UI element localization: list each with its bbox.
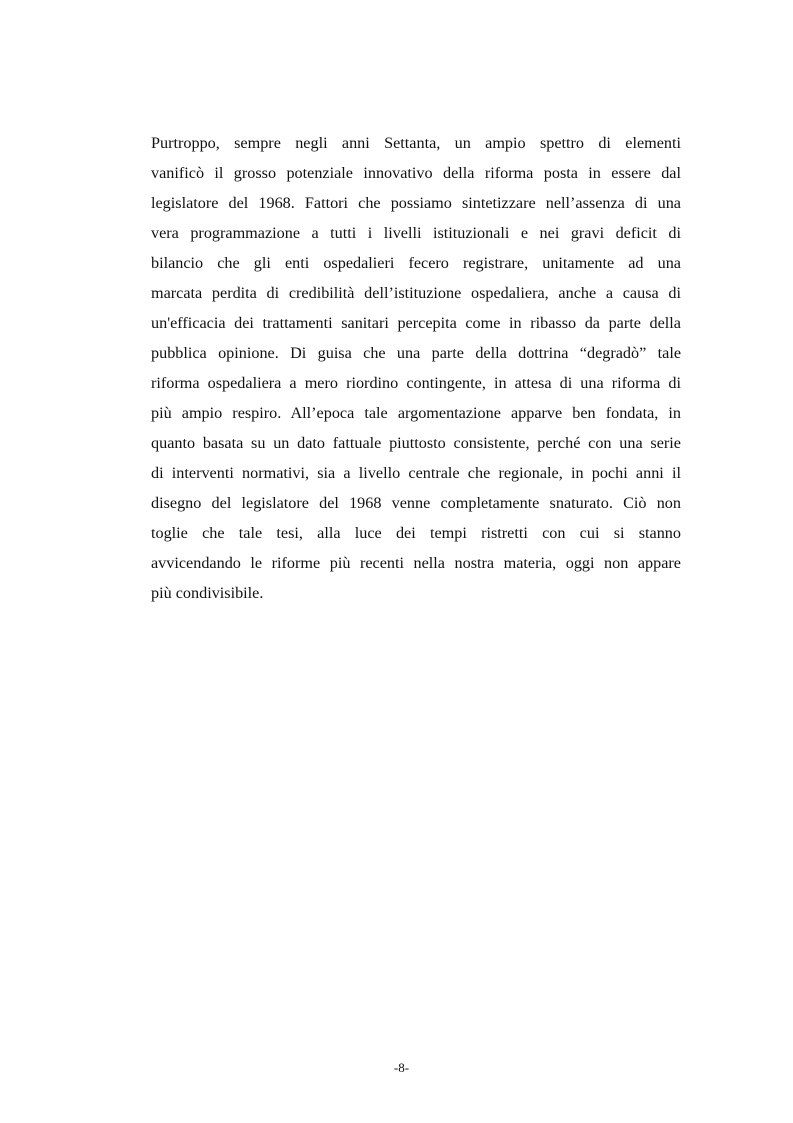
paragraph-line-9: riforma ospedaliera a mero riordino contingente, in attesa di una riforma di xyxy=(151,374,681,392)
paragraph-line-16: più condivisibile. xyxy=(151,584,264,602)
page-number: -8- xyxy=(393,1060,410,1075)
paragraph-line-1: Purtroppo, sempre negli anni Settanta, un ampio spettro di elementi xyxy=(151,134,681,152)
body-paragraph xyxy=(151,128,681,608)
paragraph-line-8: pubblica opinione. Di guisa che una parte della dottrina “degradò” tale xyxy=(151,344,681,362)
paragraph-line-7: un'efficacia dei trattamenti sanitari percepita come in ribasso da parte della xyxy=(151,314,681,332)
paragraph-line-12: di interventi normativi, sia a livello centrale che regionale, in pochi anni il xyxy=(151,464,681,482)
paragraph-line-3: legislatore del 1968. Fattori che possiamo sintetizzare nell’assenza di una xyxy=(151,194,681,212)
paragraph-line-15: avvicendando le riforme più recenti nella nostra materia, oggi non appare xyxy=(151,554,681,572)
paragraph-line-2: vanificò il grosso potenziale innovativo della riforma posta in essere dal xyxy=(151,164,681,182)
paragraph-line-4: vera programmazione a tutti i livelli istituzionali e nei gravi deficit di xyxy=(151,224,681,242)
paragraph-line-14: toglie che tale tesi, alla luce dei tempi ristretti con cui si stanno xyxy=(151,524,681,542)
paragraph-line-10: più ampio respiro. All’epoca tale argomentazione apparve ben fondata, in xyxy=(151,404,681,422)
paragraph-line-13: disegno del legislatore del 1968 venne completamente snaturato. Ciò non xyxy=(151,494,681,512)
paragraph-line-5: bilancio che gli enti ospedalieri fecero registrare, unitamente ad una xyxy=(151,254,681,272)
paragraph-line-6: marcata perdita di credibilità dell’istituzione ospedaliera, anche a causa di xyxy=(151,284,681,302)
paragraph-line-11: quanto basata su un dato fattuale piuttosto consistente, perché con una serie xyxy=(151,434,681,452)
